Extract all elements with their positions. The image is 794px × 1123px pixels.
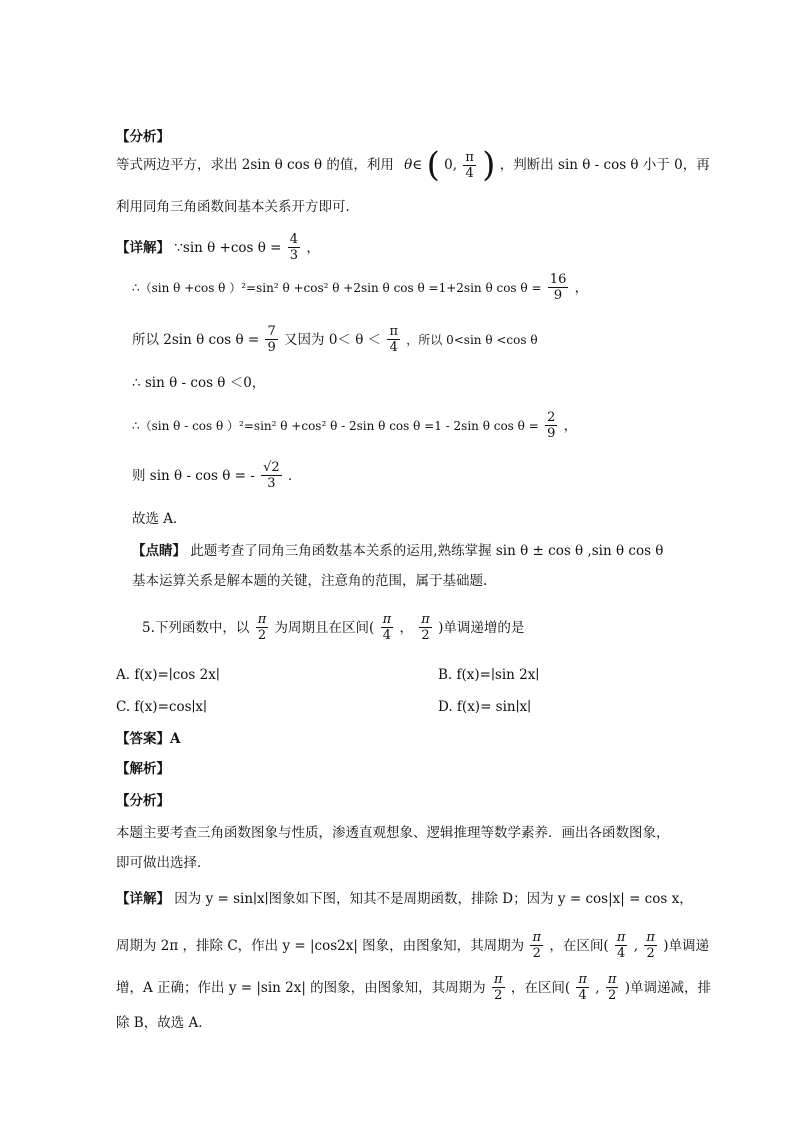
solution-line-3: 所以 2sin θ cos θ = $\frac{7}{9}$ 又因为 0＜ θ ＜ $\frac{\pi}{4}$ ，所以 0<sin θ <cos θ (132, 324, 538, 355)
solution2-line-4: 除 B，故选 A． (116, 1014, 212, 1031)
option-a: A. f(x)=∣cos 2x∣ (116, 666, 220, 683)
section-heading-analysis: 【分析】 (116, 128, 170, 145)
analysis2-line-1: 本题主要考查三角函数图象与性质，渗透直观想象、逻辑推理等数学素养．画出各函数图象， (116, 824, 670, 841)
comment-line-2: 基本运算关系是解本题的关键，注意角的范围，属于基础题. (132, 572, 488, 589)
question-5-stem: 5.下列函数中，以 $\frac{\pi}{2}$ 为周期且在区间( $\frac{\pi}{4}$ ， $\frac{\pi}{2}$ )单调递增的是 (142, 612, 525, 643)
analysis-line-1: 等式两边平方，求出 2sin θ cos θ 的值，利用 θ∈ ( 0, $\frac{\pi}{4}$ ) ，判断出 sin θ - cos θ 小于 0，再 (116, 145, 710, 185)
solution2-line-2: 周期为 2π ，排除 C，作出 y = |cos2x| 图象，由图象知，其周期为 $\frac{\pi}{2}$ ，在区间( $\frac{\pi}{4}$ , $\frac{\pi}{2}$ )单调递 (116, 930, 709, 961)
solution-line-2: ∴（sin θ +cos θ ）²=sin² θ +cos² θ +2sin θ cos θ =1+2sin θ cos θ = $\frac{16}{9}$ ， (132, 272, 589, 303)
analysis-line-2: 利用同角三角函数间基本关系开方即可． (116, 198, 359, 215)
comment-line-1: 【点睛】 此题考查了同角三角函数基本关系的运用,熟练掌握 sin θ ± cos θ ,sin θ cos θ (132, 542, 664, 559)
option-d: D. f(x)= sin∣x∣ (438, 698, 532, 715)
solution-line-1: 【详解】 ∵sin θ +cos θ = $\frac{4}{3}$ ， (116, 232, 320, 263)
option-b: B. f(x)=∣sin 2x∣ (438, 666, 540, 683)
section-heading-explanation: 【解析】 (116, 760, 170, 777)
solution2-line-1: 【详解】 因为 y = sin∣x∣图象如下图，知其不是周期函数，排除 D；因为 y = cos|x| = cos x， (116, 890, 693, 907)
solution-line-4: ∴ sin θ - cos θ ＜0， (132, 374, 266, 391)
solution2-line-3: 增，A 正确；作出 y = |sin 2x| 的图象，由图象知，其周期为 $\frac{\pi}{2}$ ，在区间( $\frac{\pi}{4}$ , $\frac{\pi}{2}$ )单调递减，排 (116, 972, 711, 1003)
solution-line-5: ∴（sin θ - cos θ ）²=sin² θ +cos² θ - 2sin θ cos θ =1 - 2sin θ cos θ = $\frac{2}{9}$ ， (132, 410, 578, 441)
analysis2-line-2: 即可做出选择． (116, 854, 211, 871)
section-heading-analysis-2: 【分析】 (116, 792, 170, 809)
solution-line-7: 故选 A． (132, 510, 187, 527)
option-c: C. f(x)=cos∣x∣ (116, 698, 207, 715)
solution-line-6: 则 sin θ - cos θ = - $\frac{√2}{3}$ ． (132, 460, 302, 491)
answer-line: 【答案】A (116, 730, 181, 747)
